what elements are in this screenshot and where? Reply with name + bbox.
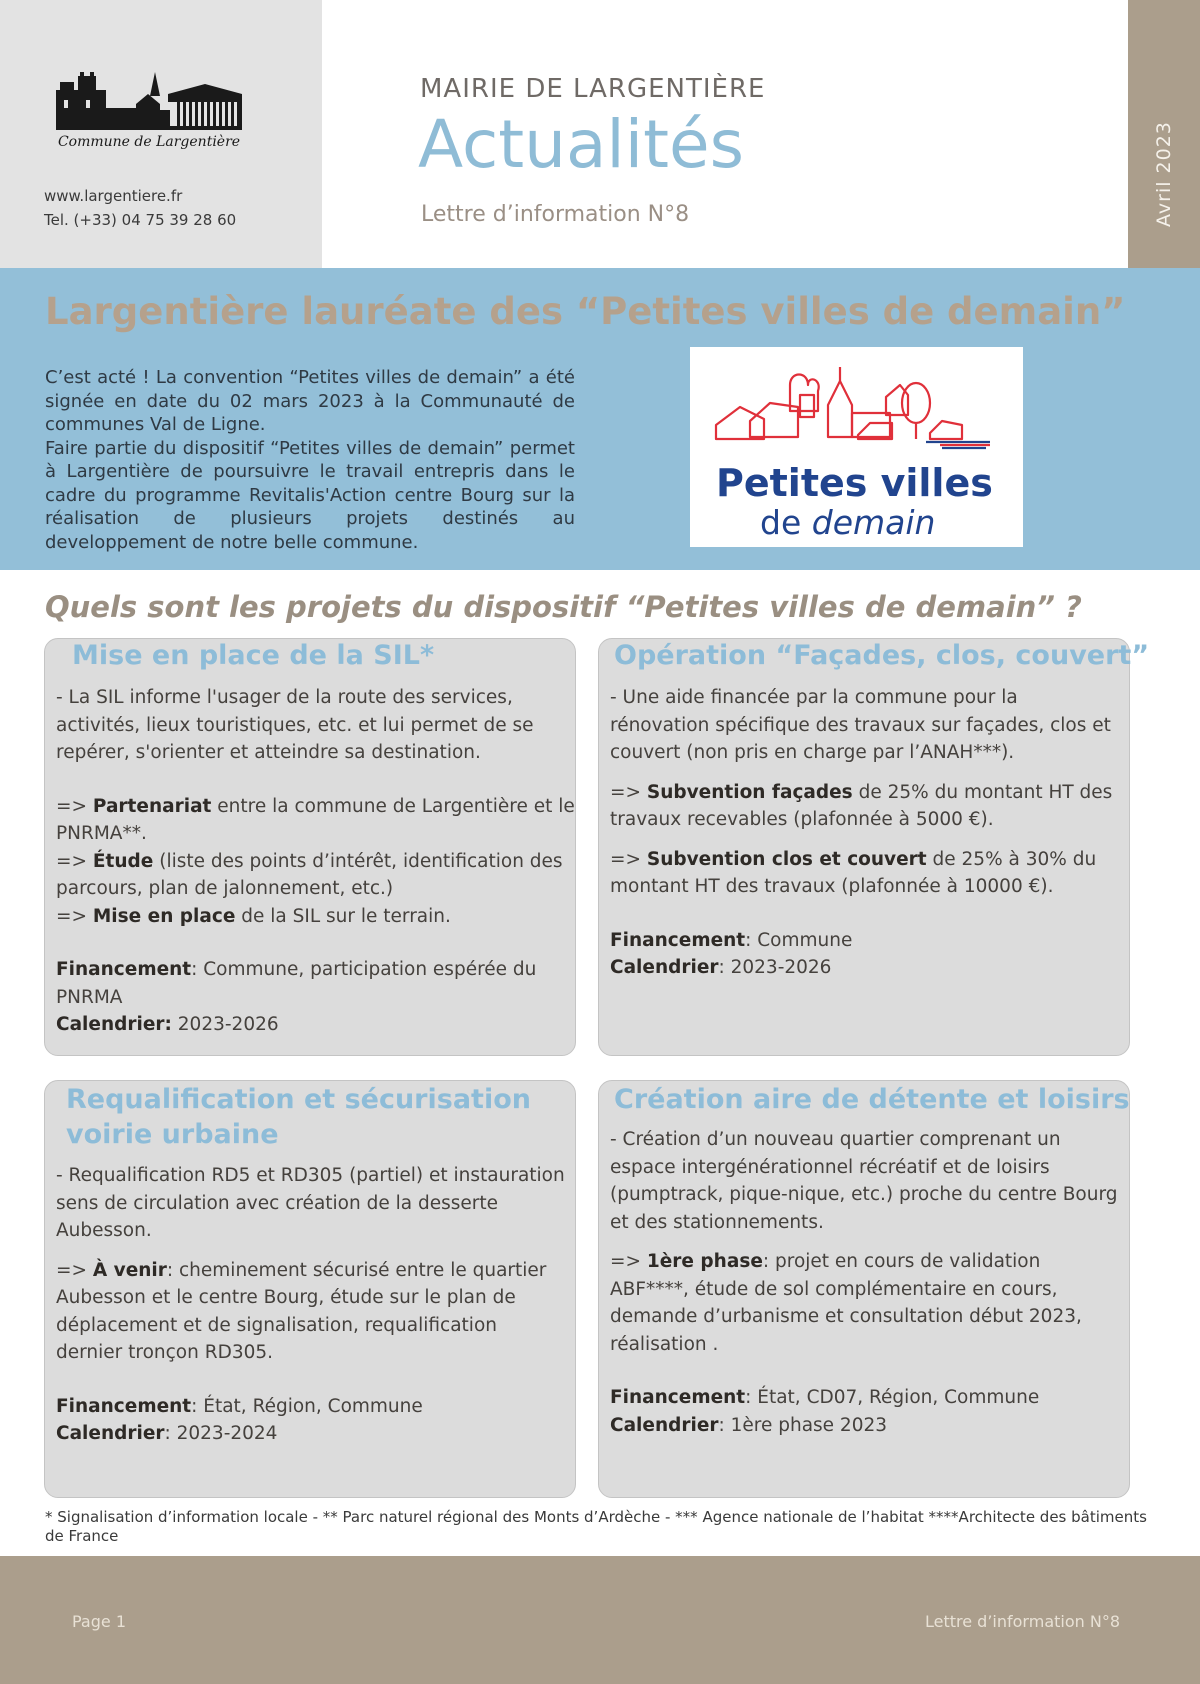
card-title-facades: Opération “Façades, clos, couvert” [614,640,1150,671]
intro-paragraph-2: Faire partie du dispositif “Petites villes de demain” permet à Largentière de poursuivre le travail entrepris dans le cadre du programme Revitalis'Action centre Bourg sur la réalisation de plusieurs projets destinés au developpement de notre belle commune. [45,437,575,553]
financement: Financement: Commune [610,929,853,951]
card-body-sil [56,684,576,1039]
card-description: - Requalification RD5 et RD305 (partiel) et instauration sens de circulation avec création de la desserte Aubesson. [56,1165,565,1241]
pvd-logo-line1: Petites villes [716,461,993,505]
calendrier: Calendrier: 1ère phase 2023 [610,1414,888,1436]
logo-caption: Commune de Largentière [57,134,241,150]
financement: Financement: Commune, participation espérée du PNRMA [56,959,537,1008]
issue-date: Avril 2023 [1153,121,1175,227]
intro-text [45,366,575,554]
card-body-facades [610,684,1122,982]
card-description: - Une aide financée par la commune pour la rénovation spécifique des travaux sur façades, clos et couvert (non pris en charge par l’ANAH***). [610,687,1111,763]
village-drawing-icon [690,347,1023,457]
card-body-aire [610,1126,1124,1439]
mairie-label: MAIRIE DE LARGENTIÈRE [420,74,766,104]
newsletter-number: Lettre d’information N°8 [421,202,690,227]
castle-silhouette-icon [56,72,242,132]
calendrier: Calendrier: 2023-2026 [56,1014,279,1035]
card-description: - La SIL informe l'usager de la route des services, activités, lieux touristiques, etc. et lui permet de se repérer, s'orienter et atteindre sa destination. [56,687,534,763]
phone-number: Tel. (+33) 04 75 39 28 60 [44,211,237,229]
calendrier: Calendrier: 2023-2024 [56,1423,278,1444]
website-link[interactable]: www.largentiere.fr [44,187,183,205]
card-point: => Subvention clos et couvert de 25% à 30% du montant HT des travaux (plafonnée à 10000 €). [610,848,1097,897]
intro-paragraph-1: C’est acté ! La convention “Petites villes de demain” a été signée en date du 02 mars 2023 à la Communauté de communes Val de Ligne. [45,367,575,435]
financement: Financement: État, Région, Commune [56,1395,423,1417]
card-title-voirie: Requalification et sécurisation voirie urbaine [66,1084,531,1150]
page-number: Page 1 [72,1612,126,1631]
commune-logo [56,72,242,156]
card-body-voirie [56,1162,568,1448]
banner-title: Largentière lauréate des “Petites villes de demain” [45,290,1126,333]
calendrier: Calendrier: 2023-2026 [610,957,832,978]
card-point: => 1ère phase: projet en cours de validation ABF****, étude de sol complémentaire en cours, demande d’urbanisme et consultation début 2023, réalisation . [610,1251,1082,1355]
card-title-aire: Création aire de détente et loisirs [614,1084,1130,1115]
card-point: => À venir: cheminement sécurisé entre le quartier Aubesson et le centre Bourg, étude sur le plan de déplacement et de signalisation, requalification dernier tronçon RD305. [56,1259,547,1363]
card-point: => Mise en place de la SIL sur le terrain. [56,905,451,927]
footnote: * Signalisation d’information locale - ** Parc naturel régional des Monts d’Ardèche - *** Agence nationale de l’habitat ****Architecte des bâtiments de France [45,1508,1147,1545]
card-description: - Création d’un nouveau quartier comprenant un espace intergénérationnel récréatif et de loisirs (pumptrack, pique-nique, etc.) proche du centre Bourg et des stationnements. [610,1129,1118,1233]
card-point: => Partenariat entre la commune de Largentière et le PNRMA**. [56,795,575,844]
financement: Financement: État, CD07, Région, Commune [610,1387,1040,1408]
petites-villes-logo [690,347,1023,547]
card-title-sil: Mise en place de la SIL* [72,640,435,671]
section-title: Quels sont les projets du dispositif “Petites villes de demain” ? [45,590,1082,624]
contact-info [44,184,236,232]
footer-newsletter-number: Lettre d’information N°8 [925,1612,1120,1631]
card-point: => Subvention façades de 25% du montant HT des travaux recevables (plafonnée à 5000 €). [610,781,1113,830]
card-point: => Étude (liste des points d’intérêt, identification des parcours, plan de jalonnement, etc.) [56,850,563,899]
page-title: Actualités [418,106,744,183]
pvd-logo-line2: de demain [760,503,936,542]
